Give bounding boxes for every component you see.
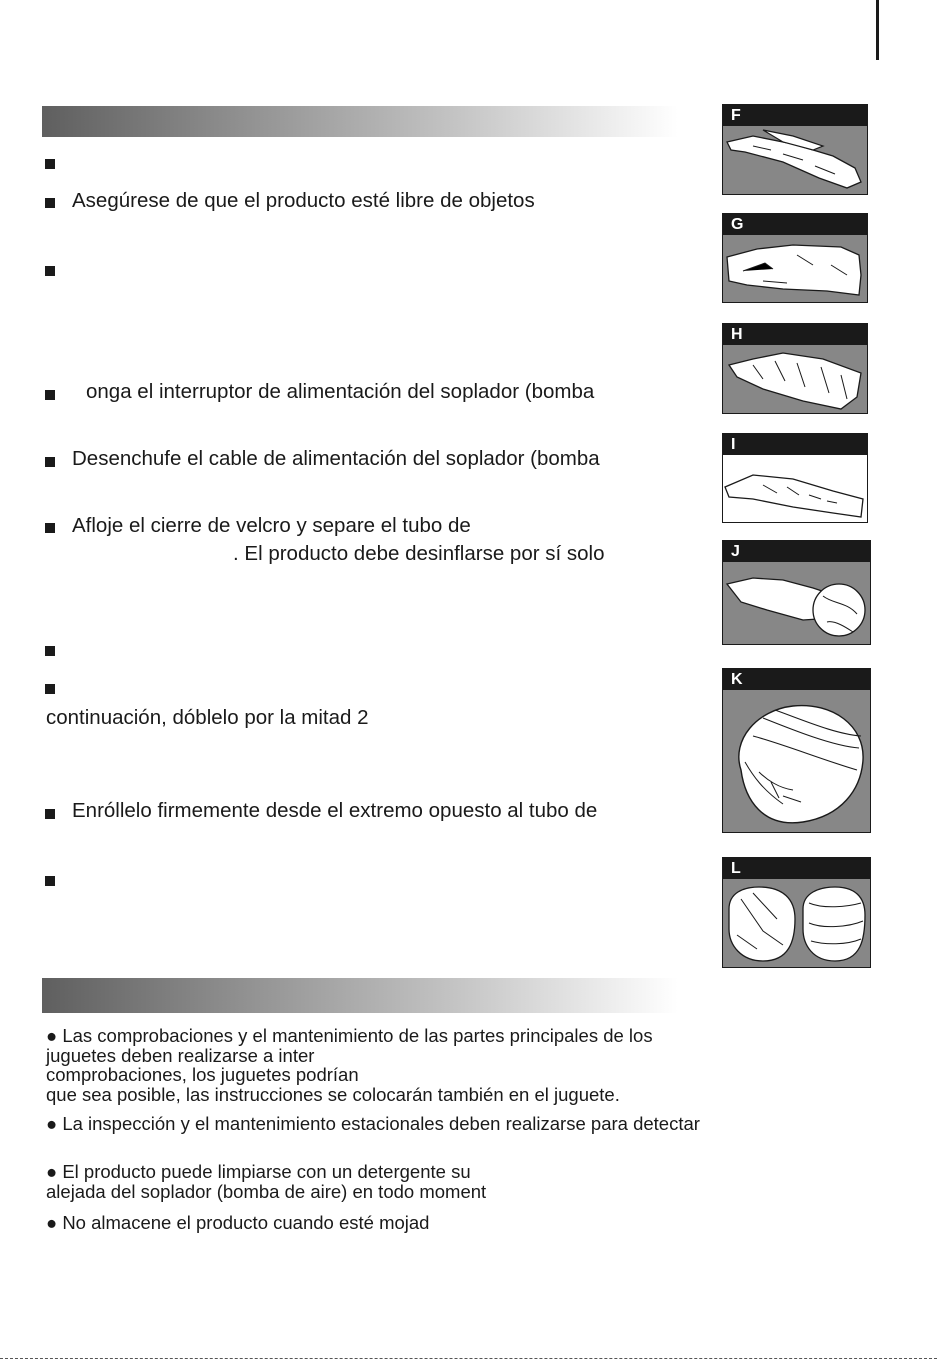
figure-k xyxy=(722,668,871,833)
figure-label: L xyxy=(723,858,870,879)
maintenance-line: comprobaciones, los juguetes podrían xyxy=(46,1064,359,1085)
maintenance-line: juguetes deben realizarse a inter xyxy=(46,1044,315,1066)
step-bullet-4 xyxy=(45,390,55,400)
page-bottom-divider xyxy=(0,1358,937,1359)
step-bullet-10 xyxy=(45,876,55,886)
figure-f-illustration xyxy=(723,126,867,194)
figure-g xyxy=(722,213,868,303)
page-edge-marker xyxy=(876,0,879,60)
step-bullet-8 xyxy=(45,684,55,694)
step-bullet-5 xyxy=(45,457,55,467)
figure-l-illustration xyxy=(723,879,870,967)
maintenance-line: que sea posible, las instrucciones se colocarán también en el juguete. xyxy=(46,1083,620,1105)
figure-j-illustration xyxy=(723,562,870,644)
maintenance-line: ● No almacene el producto cuando esté mojad xyxy=(46,1212,430,1233)
figure-j xyxy=(722,540,871,645)
step-bullet-2 xyxy=(45,198,55,208)
figure-l xyxy=(722,857,871,968)
step-text-5: Desenchufe el cable de alimentación del soplador (bomba xyxy=(72,447,600,470)
maintenance-line: ● La inspección y el mantenimiento estacionales deben realizarse para detectar xyxy=(46,1113,700,1134)
figure-f xyxy=(722,104,868,195)
figure-k-illustration xyxy=(723,690,870,832)
step-text-6: Afloje el cierre de velcro y separe el tubo de xyxy=(72,514,471,537)
figure-h xyxy=(722,323,868,414)
figure-g-illustration xyxy=(723,235,867,302)
figure-label: F xyxy=(723,105,867,126)
maintenance-line: ● El producto puede limpiarse con un detergente su xyxy=(46,1161,471,1182)
maintenance-line: ● Las comprobaciones y el mantenimiento de las partes principales de los xyxy=(46,1025,653,1046)
step-text-6-continuation: . El producto debe desinflarse por sí solo xyxy=(233,542,605,565)
step-bullet-3 xyxy=(45,266,55,276)
step-text-2: Asegúrese de que el producto esté libre de objetos xyxy=(72,189,535,212)
figure-label: I xyxy=(723,434,867,455)
maintenance-item-4 xyxy=(46,1213,429,1233)
maintenance-item-1 xyxy=(46,1026,653,1104)
figure-h-illustration xyxy=(723,345,867,413)
step-text-4: onga el interruptor de alimentación del soplador (bomba xyxy=(86,380,595,403)
step-text-8-continuation: continuación, dóblelo por la mitad 2 xyxy=(46,706,369,729)
step-bullet-7 xyxy=(45,646,55,656)
step-bullet-1 xyxy=(45,159,55,169)
maintenance-line: alejada del soplador (bomba de aire) en todo moment xyxy=(46,1180,487,1202)
figure-label: J xyxy=(723,541,870,562)
figure-label: G xyxy=(723,214,867,235)
figure-label: K xyxy=(723,669,870,690)
section-header-deflation xyxy=(42,106,678,137)
section-header-maintenance xyxy=(42,978,678,1013)
maintenance-item-3 xyxy=(46,1162,486,1201)
figure-i xyxy=(722,433,868,523)
maintenance-item-2 xyxy=(46,1114,700,1134)
step-bullet-6 xyxy=(45,523,55,533)
step-text-9: Enróllelo firmemente desde el extremo opuesto al tubo de xyxy=(72,799,598,822)
step-bullet-9 xyxy=(45,809,55,819)
figure-label: H xyxy=(723,324,867,345)
figure-i-illustration xyxy=(723,455,867,522)
